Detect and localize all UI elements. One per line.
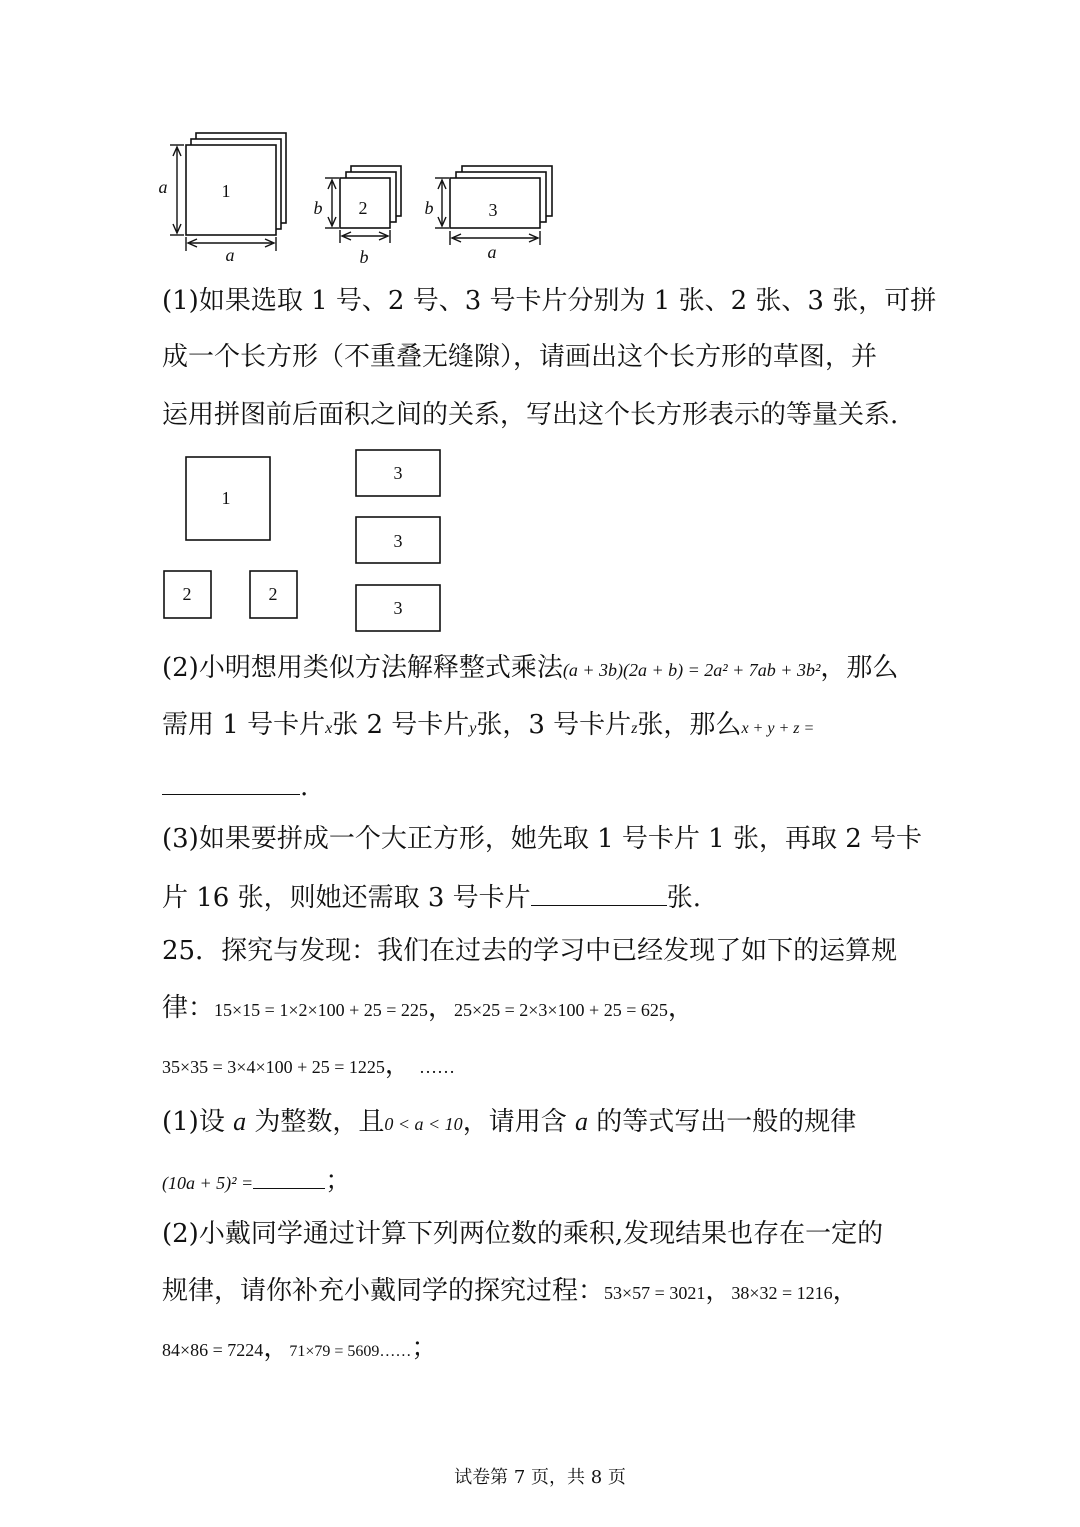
p25-2-sep-2: ， xyxy=(832,1276,859,1306)
q3-text-a: 片 16 张，则她还需取 3 号卡片 xyxy=(162,883,531,913)
p25-2-line-3 xyxy=(162,1332,437,1368)
p25-1-text-b: 为整数，且 xyxy=(254,1107,385,1137)
p25-sep-1: ， xyxy=(427,993,454,1023)
var-a: a xyxy=(233,1107,247,1136)
p25-1-text-a: (1)设 xyxy=(162,1107,225,1137)
p25-2-line-1: (2)小戴同学通过计算下列两位数的乘积,发现结果也存在一定的 xyxy=(162,1219,884,1249)
var-a-2: a xyxy=(574,1107,588,1136)
answer-blank-q3[interactable] xyxy=(531,879,667,906)
card-2-dim-bottom: b xyxy=(359,247,369,267)
q2-text: (2)小明想用类似方法解释整式乘法 xyxy=(162,653,563,683)
p25-2-eq-3: 84×86 = 7224 xyxy=(162,1340,264,1360)
p25-2-sep-3: ， xyxy=(263,1333,290,1363)
card-3-dim-bottom: a xyxy=(487,242,497,262)
p25-line-2 xyxy=(162,992,694,1026)
answer-blank-q2[interactable] xyxy=(162,768,300,795)
q2-line-1 xyxy=(162,652,898,686)
var-x: x xyxy=(325,720,333,737)
p25-2-eq-4: 71×79 = 5609…… xyxy=(289,1343,412,1360)
p25-1-expr: (10a + 5)² = xyxy=(162,1173,254,1193)
q3-line-2 xyxy=(162,879,701,914)
sketch-figure xyxy=(155,445,455,640)
p25-1-line-2 xyxy=(162,1164,351,1199)
sketch-card-3-mid: 3 xyxy=(393,531,403,551)
p25-2-eq-1: 53×57 = 3021 xyxy=(604,1283,706,1303)
p25-eq-3: 35×35 = 3×4×100 + 25 = 1225 xyxy=(162,1057,385,1077)
card-3-label: 3 xyxy=(488,200,498,220)
q2-text-d: 张，那么 xyxy=(637,710,742,740)
answer-blank-25-1[interactable] xyxy=(253,1164,325,1189)
q1-line-1: (1)如果选取 1 号、2 号、3 号卡片分别为 1 张、2 张、3 张，可拼 xyxy=(162,286,937,316)
p25-1-line-1 xyxy=(162,1106,856,1140)
q2-text-c: 张，3 号卡片 xyxy=(476,710,632,740)
var-y: y xyxy=(469,720,477,737)
q3-text-b: 张. xyxy=(666,883,701,913)
q1-line-2: 成一个长方形（不重叠无缝隙），请画出这个长方形的草图，并 xyxy=(162,342,878,372)
p25-2-text-a: 规律，请你补充小戴同学的探究过程： xyxy=(162,1276,605,1306)
p25-dots: …… xyxy=(418,1057,455,1077)
sketch-card-2-right: 2 xyxy=(268,584,278,604)
sketch-card-3-top: 3 xyxy=(393,463,403,483)
card-1-dim-left: a xyxy=(158,177,168,197)
card-1-label: 1 xyxy=(221,181,231,201)
q2-text-b: 张 2 号卡片 xyxy=(332,710,470,740)
card-2-dim-left: b xyxy=(313,198,323,218)
p25-line-1: 25．探究与发现：我们在过去的学习中已经发现了如下的运算规 xyxy=(162,936,898,966)
p25-1-text-d: 的等式写出一般的规律 xyxy=(596,1107,857,1137)
cards-figure xyxy=(150,125,570,270)
sketch-card-1: 1 xyxy=(221,488,231,508)
q2-sum-expr: x + y + z = xyxy=(741,720,815,737)
card-2-label: 2 xyxy=(358,198,368,218)
var-z: z xyxy=(631,720,638,737)
p25-eq-2: 25×25 = 2×3×100 + 25 = 625 xyxy=(453,1000,668,1020)
card-3-dim-left: b xyxy=(424,198,434,218)
p25-2-eq-2: 38×32 = 1216 xyxy=(731,1283,833,1303)
p25-eq-1: 15×15 = 1×2×100 + 25 = 225 xyxy=(214,1000,428,1020)
card-1-dim-bottom: a xyxy=(225,245,235,265)
p25-2-sep-1: ， xyxy=(705,1276,732,1306)
q2-text-a: 需用 1 号卡片 xyxy=(162,710,326,740)
sketch-card-2-left: 2 xyxy=(182,584,192,604)
p25-sep-3: ， xyxy=(384,1050,411,1080)
p25-sep-2: ， xyxy=(667,993,694,1023)
q2-formula: (a + 3b)(2a + b) = 2a² + 7ab + 3b² xyxy=(562,660,821,680)
page-footer: 试卷第 7 页，共 8 页 xyxy=(454,1467,626,1488)
q1-line-3: 运用拼图前后面积之间的关系，写出这个长方形表示的等量关系. xyxy=(162,400,899,430)
p25-2-end: ； xyxy=(411,1333,438,1363)
p25-1-text-c: ，请用含 xyxy=(462,1107,567,1137)
p25-1-end: ； xyxy=(325,1166,352,1196)
sketch-card-3-bottom: 3 xyxy=(393,598,403,618)
q2-line-3 xyxy=(162,768,308,803)
q2-line-2 xyxy=(162,709,814,745)
p25-text-a: 律： xyxy=(162,993,215,1023)
q2-period: . xyxy=(300,772,309,802)
p25-2-line-2 xyxy=(162,1275,859,1309)
q2-line1-end: ，那么 xyxy=(820,653,899,683)
q3-line-1: (3)如果要拼成一个大正方形，她先取 1 号卡片 1 张，再取 2 号卡 xyxy=(162,824,923,854)
p25-line-3 xyxy=(162,1049,455,1083)
p25-1-condition: 0 < a < 10 xyxy=(384,1114,463,1134)
